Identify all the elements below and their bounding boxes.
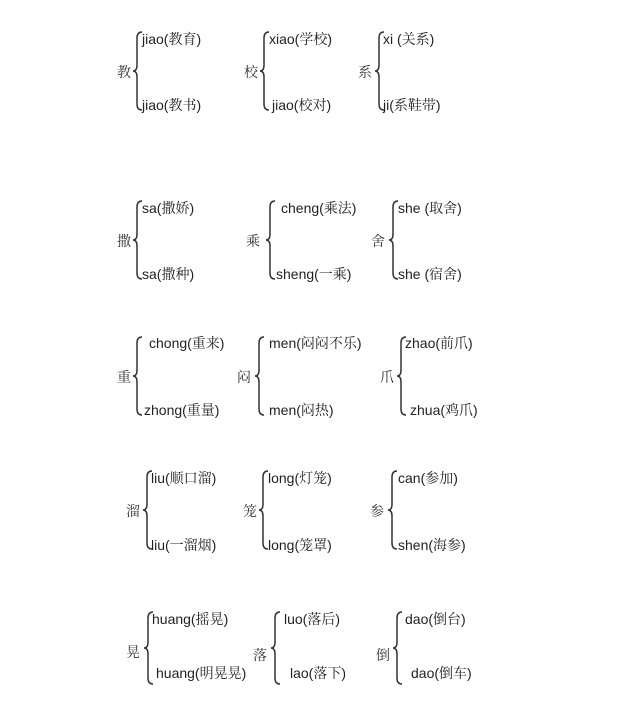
reading-bottom: long(笼罩) xyxy=(268,537,332,553)
reading-bottom: lao(落下) xyxy=(290,665,347,681)
reading-top: long(灯笼) xyxy=(268,470,332,486)
reading-bottom: sheng(一乘) xyxy=(276,266,352,282)
headword: 晃 xyxy=(126,645,140,661)
reading-bottom: jiao(教书) xyxy=(142,97,202,113)
headword: 参 xyxy=(370,504,384,520)
headword: 落 xyxy=(253,648,267,664)
reading-top: dao(倒台) xyxy=(405,611,466,627)
reading-top: can(参加) xyxy=(398,470,458,486)
brace-icon xyxy=(254,335,266,417)
headword: 乘 xyxy=(246,234,260,250)
reading-top: xiao(学校) xyxy=(269,31,333,47)
headword: 舍 xyxy=(371,234,385,250)
headword: 爪 xyxy=(380,370,394,386)
reading-bottom: ji(系鞋带) xyxy=(383,97,441,113)
headword: 撒 xyxy=(117,234,131,250)
reading-bottom: liu(一溜烟) xyxy=(151,537,217,553)
brace-icon xyxy=(132,335,144,417)
reading-bottom: dao(倒车) xyxy=(411,665,472,681)
reading-bottom: men(闷热) xyxy=(269,402,334,418)
reading-top: jiao(教育) xyxy=(142,31,202,47)
brace-icon xyxy=(392,610,404,686)
reading-top: men(闷闷不乐) xyxy=(269,335,362,351)
reading-bottom: jiao(校对) xyxy=(272,97,332,113)
reading-bottom: huang(明晃晃) xyxy=(156,665,247,681)
reading-top: sa(撒娇) xyxy=(142,200,195,216)
reading-top: chong(重来) xyxy=(149,335,225,351)
reading-bottom: sa(撒种) xyxy=(142,266,195,282)
headword: 溜 xyxy=(126,504,140,520)
reading-top: cheng(乘法) xyxy=(281,200,357,216)
headword: 教 xyxy=(117,65,131,81)
reading-bottom: she (宿舍) xyxy=(398,266,462,282)
headword: 倒 xyxy=(376,648,390,664)
reading-top: liu(顺口溜) xyxy=(151,470,217,486)
headword: 重 xyxy=(117,370,131,386)
reading-top: luo(落后) xyxy=(284,611,341,627)
headword: 闷 xyxy=(237,370,251,386)
brace-icon xyxy=(270,610,282,686)
reading-bottom: zhong(重量) xyxy=(144,402,220,418)
reading-bottom: zhua(鸡爪) xyxy=(410,402,478,418)
reading-top: she (取舍) xyxy=(398,200,462,216)
reading-top: huang(摇晃) xyxy=(152,611,229,627)
headword: 系 xyxy=(358,65,372,81)
reading-top: xi (关系) xyxy=(383,31,435,47)
headword: 校 xyxy=(244,65,258,81)
reading-top: zhao(前爪) xyxy=(405,335,473,351)
headword: 笼 xyxy=(243,504,257,520)
reading-bottom: shen(海参) xyxy=(398,537,466,553)
